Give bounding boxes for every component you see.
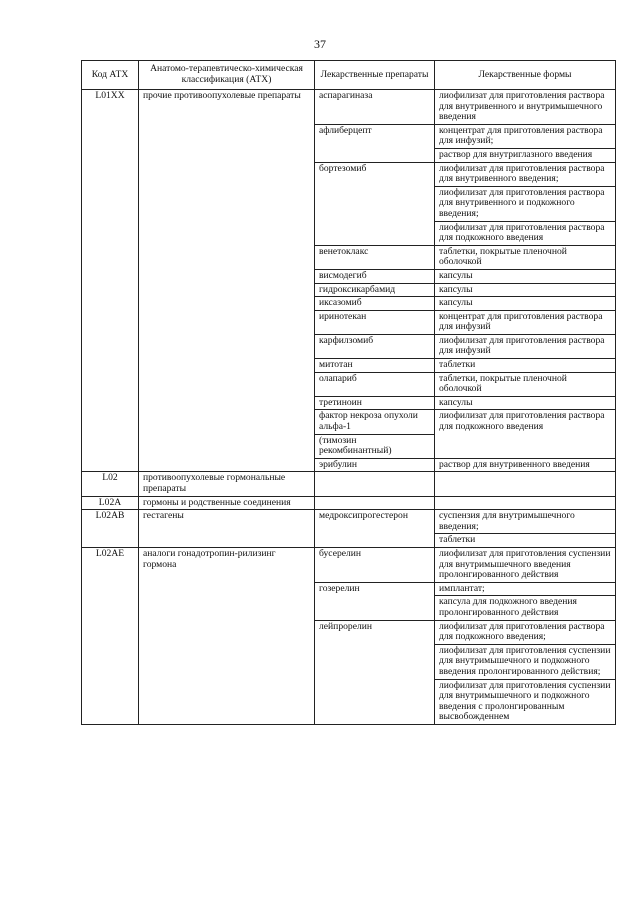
form-cell: лиофилизат для приготовления раствора для внутривенного и внутримышечного введения — [435, 90, 616, 125]
drug-cell — [315, 458, 435, 472]
atc-code-cell: L02 — [82, 472, 139, 496]
drug-name: иксазомиб — [319, 297, 362, 309]
form-cell: лиофилизат для приготовления суспензии для внутримышечного и подкожного введения с пролонгированным высвобожденнем — [435, 679, 616, 724]
form-cell: таблетки — [435, 534, 616, 548]
table-row — [82, 472, 616, 496]
header-drugs: Лекарственные препараты — [315, 61, 435, 90]
drug-name: афлиберцепт — [319, 124, 372, 136]
table-body — [82, 90, 616, 725]
drug-cell — [315, 124, 435, 162]
table-row — [82, 90, 616, 125]
form-cell: концентрат для приготовления раствора для инфузий; — [435, 124, 616, 148]
form-cell: лиофилизат для приготовления раствора для подкожного введения — [435, 221, 616, 245]
drug-cell — [315, 396, 435, 410]
drug-name: карфилзомиб — [319, 334, 374, 346]
drug-name: фактор некроза опухоли альфа-1 — [319, 410, 418, 433]
form-cell: лиофилизат для приготовления раствора для внутривенного и подкожного введения; — [435, 186, 616, 221]
drug-name: бусерелин — [319, 547, 362, 559]
drug-cell — [315, 90, 435, 125]
form-cell: раствор для внутривенного введения — [435, 458, 616, 472]
atc-class-cell: прочие противоопухолевые препараты — [139, 90, 315, 472]
form-cell: капсулы — [435, 396, 616, 410]
form-cell: имплантат; — [435, 582, 616, 596]
drug-name: митотан — [319, 359, 353, 371]
form-cell: лиофилизат для приготовления суспензии для внутримышечного и подкожного введения пролонгированного действия; — [435, 644, 616, 679]
drug-name: лейпрорелин — [319, 620, 373, 632]
form-cell: капсулы — [435, 283, 616, 297]
drug-cell — [315, 245, 435, 269]
atc-class-cell: аналоги гонадотропин-рилизинг гормона — [139, 547, 315, 724]
form-cell: концентрат для приготовления раствора для инфузий — [435, 310, 616, 334]
drug-name: эрибулин — [319, 458, 357, 470]
drug-cell — [315, 162, 435, 245]
drug-name: аспарагиназа — [319, 90, 373, 101]
drug-name: гозерелин — [319, 582, 360, 594]
atc-class-cell: гормоны и родственные соединения — [139, 496, 315, 510]
atc-code-cell: L02AB — [82, 510, 139, 548]
header-atc-code: Код АТХ — [82, 61, 139, 90]
form-cell: лиофилизат для приготовления раствора для внутривенного введения; — [435, 162, 616, 186]
drug-name: олапариб — [319, 372, 357, 384]
drug-cell — [315, 297, 435, 311]
header-dosage-forms: Лекарственные формы — [435, 61, 616, 90]
drug-cell — [315, 410, 435, 458]
drug-table — [81, 60, 616, 725]
drug-name: висмодегиб — [319, 269, 367, 281]
form-cell: таблетки — [435, 359, 616, 373]
table-header-row — [82, 61, 616, 90]
form-cell — [435, 472, 616, 496]
form-cell — [435, 496, 616, 510]
table-row — [82, 547, 616, 582]
form-cell: лиофилизат для приготовления раствора для подкожного введения; — [435, 620, 616, 644]
drug-cell — [315, 547, 435, 582]
atc-code-cell: L01XX — [82, 90, 139, 472]
header-atc-classification: Анатомо-терапевтическо-химическая классификация (АТХ) — [139, 61, 315, 90]
atc-code-cell: L02A — [82, 496, 139, 510]
drug-name: гидроксикарбамид — [319, 283, 396, 295]
drug-cell — [315, 620, 435, 724]
drug-name: бортезомиб — [319, 162, 367, 174]
form-cell: лиофилизат для приготовления суспензии для внутримышечного введения пролонгированного действия — [435, 547, 616, 582]
drug-name: венетоклакс — [319, 245, 369, 257]
atc-code-cell: L02AE — [82, 547, 139, 724]
drug-cell — [315, 269, 435, 283]
table-row — [82, 510, 616, 534]
atc-class-cell: гестагены — [139, 510, 315, 548]
drug-name: третиноин — [319, 396, 362, 408]
drug-cell — [315, 510, 435, 548]
drug-name: иринотекан — [319, 310, 367, 322]
table-row — [82, 496, 616, 510]
drug-cell — [315, 496, 435, 510]
drug-cell — [315, 372, 435, 396]
drug-cell — [315, 283, 435, 297]
page-number: 37 — [314, 37, 326, 51]
atc-class-cell: противоопухолевые гормональные препараты — [139, 472, 315, 496]
form-cell: капсула для подкожного введения пролонгированного действия — [435, 596, 616, 620]
form-cell: лиофилизат для приготовления раствора для подкожного введения — [435, 410, 616, 458]
form-cell: таблетки, покрытые пленочной оболочкой — [435, 372, 616, 396]
drug-name: медроксипрогестерон — [319, 510, 408, 522]
form-cell: капсулы — [435, 269, 616, 283]
drug-cell — [315, 359, 435, 373]
form-cell: лиофилизат для приготовления раствора для инфузий — [435, 334, 616, 358]
drug-cell — [315, 472, 435, 496]
drug-cell — [315, 310, 435, 334]
drug-name-extra: (тимозин рекомбинантный) — [319, 434, 392, 457]
drug-cell — [315, 334, 435, 358]
drug-cell — [315, 582, 435, 620]
form-cell: капсулы — [435, 297, 616, 311]
form-cell: суспензия для внутримышечного введения; — [435, 510, 616, 534]
form-cell: раствор для внутриглазного введения — [435, 148, 616, 162]
form-cell: таблетки, покрытые пленочной оболочкой — [435, 245, 616, 269]
